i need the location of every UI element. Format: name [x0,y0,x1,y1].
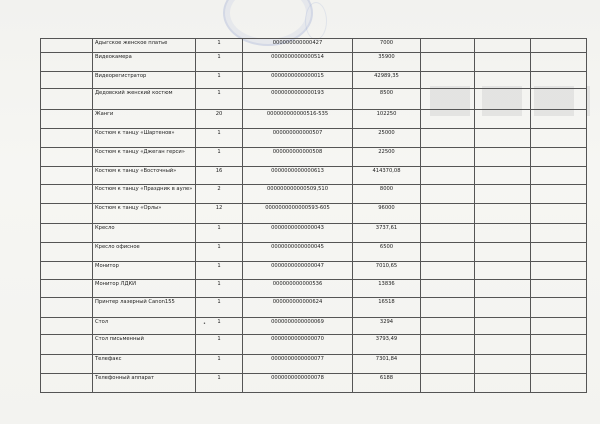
quantity-cell: 1 [196,262,243,280]
table-row [41,167,587,185]
blank-cell [421,129,475,148]
blank-cell [41,204,93,224]
inventory-number-cell: 0000000000000045 [243,243,353,262]
blank-cell [421,318,475,335]
blank-cell [421,374,475,393]
inventory-number-cell: 000000000000624 [243,298,353,318]
blank-cell [531,298,587,318]
table-row [41,262,587,280]
blank-cell [421,39,475,53]
inventory-number-cell: 0000000000000015 [243,72,353,89]
inventory-table-body [41,39,587,393]
item-name-cell: Кресло [93,224,196,243]
quantity-cell: 1 [196,374,243,393]
table-row [41,185,587,204]
blank-cell [41,280,93,298]
table-row [41,39,587,53]
amount-cell: 8000 [353,185,421,204]
table-row [41,148,587,167]
blank-cell [531,243,587,262]
blank-cell [41,39,93,53]
quantity-cell: 1 [196,89,243,110]
item-name-cell: Телефакс [93,355,196,374]
amount-cell: 7010,65 [353,262,421,280]
blank-cell [421,110,475,129]
table-row [41,204,587,224]
table-row [41,224,587,243]
quantity-cell: 1 [196,280,243,298]
blank-cell [41,167,93,185]
inventory-number-cell: 0000000000000193 [243,89,353,110]
blank-cell [41,110,93,129]
quantity-cell: 1 [196,355,243,374]
inventory-number-cell: 000000000000516-535 [243,110,353,129]
blank-cell [475,224,531,243]
blank-cell [531,110,587,129]
amount-cell: 3793,49 [353,335,421,355]
blank-cell [531,53,587,72]
amount-cell: 3737,61 [353,224,421,243]
blank-cell [421,280,475,298]
faint-stamp-seal-edge [305,2,327,40]
blank-cell [421,204,475,224]
item-name-cell: Принтер лазерный Canon155 [93,298,196,318]
quantity-cell: 1 [196,335,243,355]
blank-cell [531,224,587,243]
blank-cell [421,185,475,204]
blank-cell [41,243,93,262]
blank-cell [475,167,531,185]
table-row [41,110,587,129]
quantity-cell: 1 [196,243,243,262]
amount-cell: 35900 [353,53,421,72]
inventory-number-cell: 000000000000536 [243,280,353,298]
amount-cell: 8500 [353,89,421,110]
stray-mark: • [203,321,206,327]
blank-cell [475,374,531,393]
blank-cell [475,355,531,374]
item-name-cell: Костюм к танцу «Праздник в ауле» [93,185,196,204]
amount-cell: 42989,35 [353,72,421,89]
quantity-cell: 1 [196,298,243,318]
table-row [41,355,587,374]
quantity-cell: 1 [196,148,243,167]
table-row [41,298,587,318]
item-name-cell: Костюм к танцу «Орлы» [93,204,196,224]
blank-cell [475,335,531,355]
amount-cell: 22500 [353,148,421,167]
blank-cell [41,298,93,318]
amount-cell: 102250 [353,110,421,129]
blank-cell [475,110,531,129]
table-row [41,335,587,355]
blank-cell [531,374,587,393]
amount-cell: 16518 [353,298,421,318]
item-name-cell: Жанги [93,110,196,129]
quantity-cell: 1 [196,129,243,148]
blank-cell [531,39,587,53]
blank-cell [531,185,587,204]
amount-cell: 7301,84 [353,355,421,374]
blank-cell [41,224,93,243]
item-name-cell: Стол [93,318,196,335]
amount-cell: 13836 [353,280,421,298]
quantity-cell: 1 [196,72,243,89]
quantity-cell: 1 [196,318,243,335]
quantity-cell: 1 [196,224,243,243]
blank-cell [41,148,93,167]
blank-cell [421,53,475,72]
blank-cell [41,335,93,355]
item-name-cell: Костюм к танцу «Джеган герси» [93,148,196,167]
item-name-cell: Видеокамера [93,53,196,72]
inventory-number-cell: 0000000000000593-605 [243,204,353,224]
item-name-cell: Костюм к танцу «Восточный» [93,167,196,185]
table-row [41,89,587,110]
blank-cell [475,129,531,148]
blank-cell [421,72,475,89]
blank-cell [475,89,531,110]
quantity-cell: 1 [196,39,243,53]
inventory-number-cell: 0000000000000069 [243,318,353,335]
blank-cell [475,243,531,262]
quantity-cell: 12 [196,204,243,224]
inventory-number-cell: 0000000000000047 [243,262,353,280]
table-row [41,243,587,262]
item-name-cell: Телефонный аппарат [93,374,196,393]
blank-cell [531,335,587,355]
table-row [41,374,587,393]
blank-cell [41,129,93,148]
blank-cell [41,89,93,110]
amount-cell: 25000 [353,129,421,148]
blank-cell [421,335,475,355]
item-name-cell: Дедовский женский костюм [93,89,196,110]
blank-cell [531,204,587,224]
blank-cell [41,72,93,89]
item-name-cell: Видеорегистратор [93,72,196,89]
blank-cell [41,355,93,374]
inventory-number-cell: 0000000000000078 [243,374,353,393]
quantity-cell: 1 [196,53,243,72]
blank-cell [475,204,531,224]
blank-cell [475,53,531,72]
item-name-cell: Монитор ЛДКИ [93,280,196,298]
table-row [41,318,587,335]
blank-cell [41,374,93,393]
blank-cell [475,72,531,89]
blank-cell [421,89,475,110]
item-name-cell: Адыгское женское платье [93,39,196,53]
amount-cell: 7000 [353,39,421,53]
inventory-number-cell: 000000000000427 [243,39,353,53]
blank-cell [421,262,475,280]
blank-cell [531,318,587,335]
blank-cell [41,262,93,280]
table-row [41,129,587,148]
inventory-number-cell: 0000000000000514 [243,53,353,72]
item-name-cell: Кресло офисное [93,243,196,262]
amount-cell: 414370,08 [353,167,421,185]
blank-cell [475,262,531,280]
blank-cell [531,262,587,280]
blank-cell [475,148,531,167]
amount-cell: 6188 [353,374,421,393]
blank-cell [475,185,531,204]
inventory-number-cell: 000000000000507 [243,129,353,148]
quantity-cell: 16 [196,167,243,185]
blank-cell [531,129,587,148]
item-name-cell: Костюм к танцу «Шартенов» [93,129,196,148]
item-name-cell: Монитор [93,262,196,280]
inventory-number-cell: 0000000000000077 [243,355,353,374]
inventory-number-cell: 0000000000000043 [243,224,353,243]
blank-cell [475,318,531,335]
blank-cell [421,167,475,185]
blank-cell [531,280,587,298]
blank-cell [531,355,587,374]
blank-cell [475,298,531,318]
table-row [41,280,587,298]
blank-cell [421,298,475,318]
inventory-number-cell: 0000000000000613 [243,167,353,185]
blank-cell [475,39,531,53]
amount-cell: 6500 [353,243,421,262]
item-name-cell: Стол письменный [93,335,196,355]
blank-cell [41,318,93,335]
table-row [41,72,587,89]
amount-cell: 3294 [353,318,421,335]
blank-cell [421,224,475,243]
inventory-table [40,38,587,393]
inventory-number-cell: 000000000000509,510 [243,185,353,204]
blank-cell [531,72,587,89]
blank-cell [41,53,93,72]
blank-cell [531,167,587,185]
table-row [41,53,587,72]
quantity-cell: 20 [196,110,243,129]
amount-cell: 96000 [353,204,421,224]
quantity-cell: 2 [196,185,243,204]
blank-cell [41,185,93,204]
blank-cell [421,148,475,167]
blank-cell [421,355,475,374]
inventory-number-cell: 000000000000508 [243,148,353,167]
blank-cell [531,89,587,110]
blank-cell [531,148,587,167]
blank-cell [421,243,475,262]
blank-cell [475,280,531,298]
inventory-number-cell: 0000000000000070 [243,335,353,355]
